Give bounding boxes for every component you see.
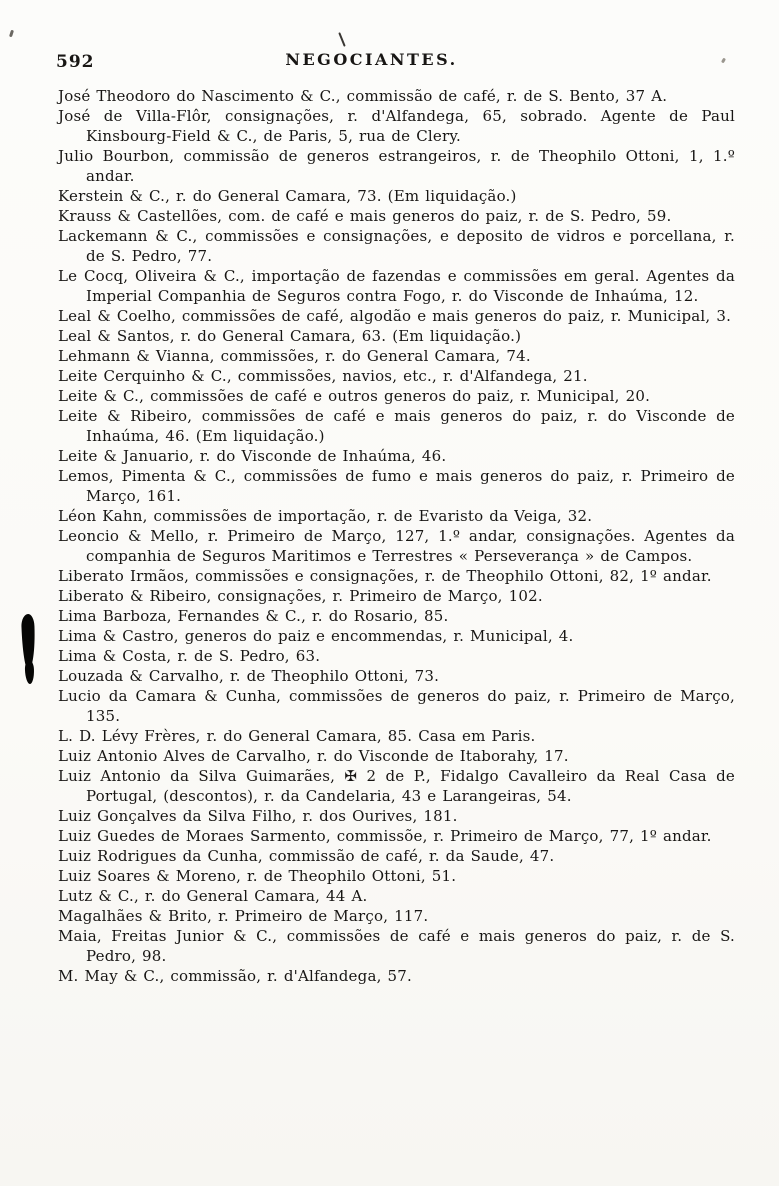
- directory-entry: José de Villa-Flôr, consignações, r. d'Alfandega, 65, sobrado. Agente de Paul Kinsbourg-Field & C., de Paris, 5, rua de Clery.: [58, 107, 735, 145]
- directory-entry: Julio Bourbon, commissão de generos estrangeiros, r. de Theophilo Ottoni, 1, 1.º andar.: [58, 147, 735, 185]
- directory-entry: Luiz Gonçalves da Silva Filho, r. dos Ourives, 181.: [58, 807, 458, 825]
- page-header: [0, 50, 779, 76]
- directory-entry: M. May & C., commissão, r. d'Alfandega, 57.: [58, 967, 412, 985]
- ink-blot-icon: [21, 614, 36, 670]
- directory-entry: Leal & Santos, r. do General Camara, 63. (Em liquidação.): [58, 327, 522, 345]
- directory-entry: Leite & Ribeiro, commissões de café e mais generos do paiz, r. do Visconde de Inhaúma, 46. (Em liquidação.): [58, 407, 735, 445]
- directory-entry: Luiz Soares & Moreno, r. de Theophilo Ottoni, 51.: [58, 867, 457, 885]
- directory-entry: Krauss & Castellões, com. de café e mais generos do paiz, r. de S. Pedro, 59.: [58, 207, 672, 225]
- directory-entry: Maia, Freitas Junior & C., commissões de café e mais generos do paiz, r. de S. Pedro, 98.: [58, 927, 735, 965]
- directory-entry: Lemos, Pimenta & C., commissões de fumo e mais generos do paiz, r. Primeiro de Março, 161.: [58, 467, 735, 505]
- directory-entry: Leoncio & Mello, r. Primeiro de Março, 127, 1.º andar, consignações. Agentes da companhia de Seguros Maritimos e Terrestres « Perseverança » de Campos.: [58, 527, 735, 565]
- directory-entry: Luiz Guedes de Moraes Sarmento, commissõe, r. Primeiro de Março, 77, 1º andar.: [58, 827, 712, 845]
- directory-entry: Lucio da Camara & Cunha, commissões de generos do paiz, r. Primeiro de Março, 135.: [58, 687, 735, 725]
- directory-entry: Liberato & Ribeiro, consignações, r. Primeiro de Março, 102.: [58, 587, 543, 605]
- scan-stray-line-icon: [338, 32, 345, 47]
- scan-speck-icon: [9, 30, 14, 38]
- directory-entry: Léon Kahn, commissões de importação, r. de Evaristo da Veiga, 32.: [58, 507, 593, 525]
- directory-entry: Lima & Castro, generos do paiz e encommendas, r. Municipal, 4.: [58, 627, 574, 645]
- page-number: 592: [56, 52, 95, 72]
- directory-entry: Leite & Januario, r. do Visconde de Inhaúma, 46.: [58, 447, 447, 465]
- directory-entry: Leite & C., commissões de café e outros generos do paiz, r. Municipal, 20.: [58, 387, 651, 405]
- directory-entry: Lehmann & Vianna, commissões, r. do General Camara, 74.: [58, 347, 531, 365]
- entries-list: [58, 86, 735, 986]
- directory-entry: Kerstein & C., r. do General Camara, 73. (Em liquidação.): [58, 187, 517, 205]
- directory-entry: Liberato Irmãos, commissões e consignações, r. de Theophilo Ottoni, 82, 1º andar.: [58, 567, 712, 585]
- directory-entry: Luiz Antonio da Silva Guimarães, ✠ 2 de P., Fidalgo Cavalleiro da Real Casa de Portugal, (descontos), r. da Candelaria, 43 e Larangeiras, 54.: [58, 767, 735, 805]
- directory-entry: Lutz & C., r. do General Camara, 44 A.: [58, 887, 368, 905]
- directory-entry: Leal & Coelho, commissões de café, algodão e mais generos do paiz, r. Municipal, 3.: [58, 307, 732, 325]
- directory-entry: Lima & Costa, r. de S. Pedro, 63.: [58, 647, 321, 665]
- directory-entry: Luiz Rodrigues da Cunha, commissão de café, r. da Saude, 47.: [58, 847, 555, 865]
- directory-entry: Le Cocq, Oliveira & C., importação de fazendas e commissões em geral. Agentes da Imperial Companhia de Seguros contra Fogo, r. do Visconde de Inhaúma, 12.: [58, 267, 735, 305]
- directory-entry: Lima Barboza, Fernandes & C., r. do Rosario, 85.: [58, 607, 449, 625]
- directory-entry: Louzada & Carvalho, r. de Theophilo Ottoni, 73.: [58, 667, 440, 685]
- directory-entry: Lackemann & C., commissões e consignações, e deposito de vidros e porcellana, r. de S. Pedro, 77.: [58, 227, 735, 265]
- directory-entry: José Theodoro do Nascimento & C., commissão de café, r. de S. Bento, 37 A.: [58, 87, 668, 105]
- running-title: NEGOCIANTES.: [285, 50, 458, 69]
- directory-entry: L. D. Lévy Frères, r. do General Camara, 85. Casa em Paris.: [58, 727, 536, 745]
- directory-entry: Magalhães & Brito, r. Primeiro de Março, 117.: [58, 907, 429, 925]
- directory-entry: Luiz Antonio Alves de Carvalho, r. do Visconde de Itaborahy, 17.: [58, 747, 569, 765]
- directory-entry: Leite Cerquinho & C., commissões, navios, etc., r. d'Alfandega, 21.: [58, 367, 588, 385]
